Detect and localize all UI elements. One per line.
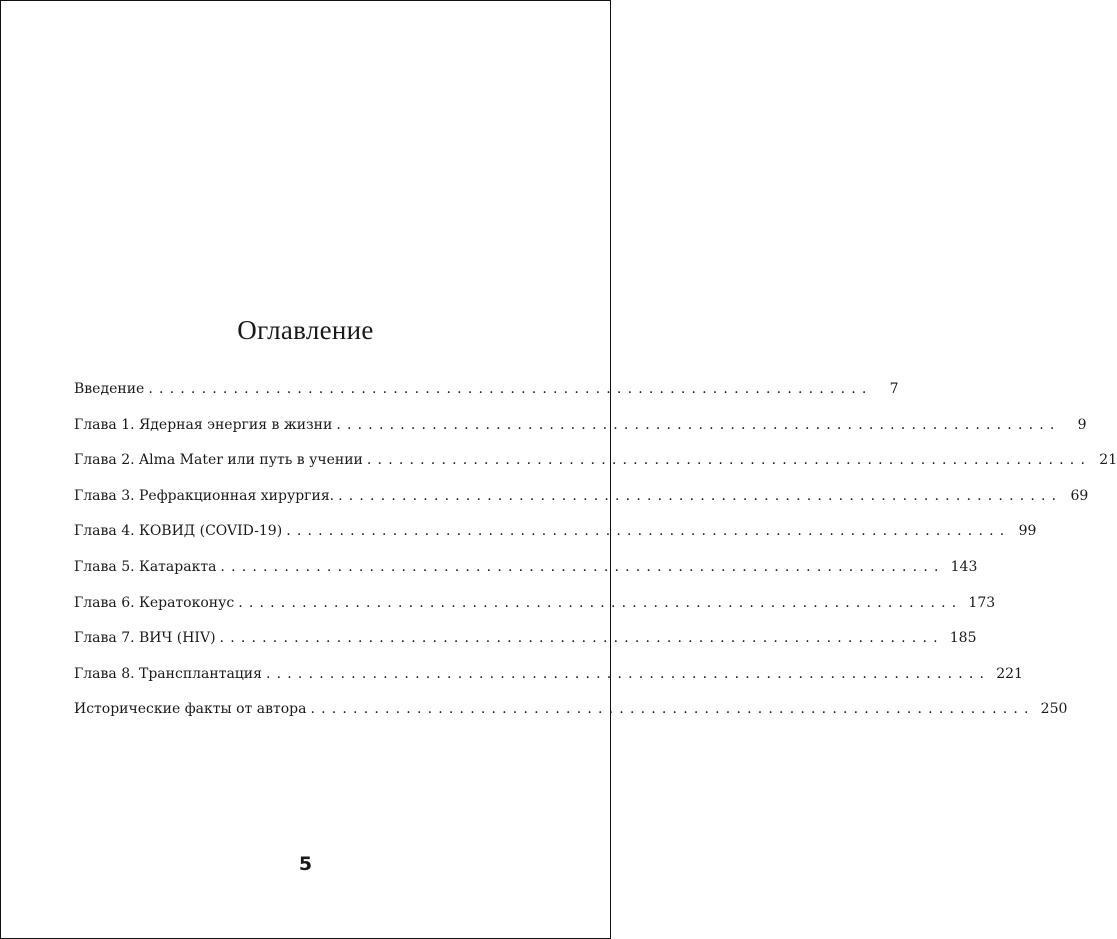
- toc-entry: [74, 626, 977, 662]
- toc-entry-page: 69: [1070, 487, 1089, 504]
- toc-leader-dots: ....................................................................: [148, 381, 873, 397]
- toc-entry-page: 21: [1099, 452, 1117, 469]
- toc-entry-label: Глава 4. КОВИД (COVID-19): [74, 523, 283, 540]
- toc-entry-label: Глава 7. ВИЧ (HIV): [74, 630, 216, 647]
- toc-leader-dots: ....................................................................: [366, 452, 1092, 469]
- toc-entry-label: Глава 2. Alma Mater или путь в учении: [74, 452, 363, 469]
- toc-entry-page: 221: [996, 665, 1023, 682]
- toc-entry-label: Глава 6. Кератоконус: [74, 594, 235, 611]
- toc-entry: [74, 519, 1037, 555]
- page-number: 5: [298, 853, 313, 875]
- toc-entry-page: 143: [950, 558, 978, 575]
- toc-entry-page: 185: [949, 630, 977, 647]
- toc-entry: [74, 377, 899, 413]
- toc-entry-page: 99: [1018, 523, 1037, 540]
- toc-leader-dots: ....................................................................: [338, 487, 1063, 504]
- toc-entry-page: 250: [1040, 701, 1068, 718]
- toc-entry: [74, 484, 1089, 520]
- toc-entry: [74, 448, 1117, 484]
- page-title: Оглавление: [237, 315, 374, 345]
- toc-entry-label: Глава 5. Катаракта: [74, 558, 217, 575]
- toc-entry-label: Глава 8. Трансплантация: [74, 665, 262, 682]
- toc-entry-label: Введение: [74, 381, 145, 397]
- toc-entry-label: Глава 3. Рефракционная хирургия.: [74, 487, 335, 504]
- toc-leader-dots: ....................................................................: [310, 701, 1035, 718]
- toc-entry: [74, 662, 1023, 698]
- toc-entry: [74, 555, 978, 591]
- toc-entry-page: 9: [1077, 416, 1087, 433]
- toc-leader-dots: ....................................................................: [265, 665, 991, 682]
- toc-entry-label: Глава 1. Ядерная энергия в жизни: [74, 416, 333, 433]
- toc-entry: [74, 697, 1068, 733]
- toc-entry: [74, 591, 996, 627]
- toc-leader-dots: ....................................................................: [219, 630, 944, 647]
- toc-entry-label: Исторические факты от автора: [74, 701, 307, 718]
- toc-leader-dots: ....................................................................: [220, 558, 945, 575]
- toc-leader-dots: ....................................................................: [286, 523, 1011, 540]
- toc-leader-dots: ....................................................................: [238, 594, 963, 611]
- table-of-contents: [74, 377, 1117, 733]
- toc-entry-page: 173: [968, 594, 996, 611]
- toc-leader-dots: ....................................................................: [336, 416, 1061, 433]
- toc-entry: [74, 413, 1087, 449]
- toc-entry-page: 7: [889, 381, 899, 397]
